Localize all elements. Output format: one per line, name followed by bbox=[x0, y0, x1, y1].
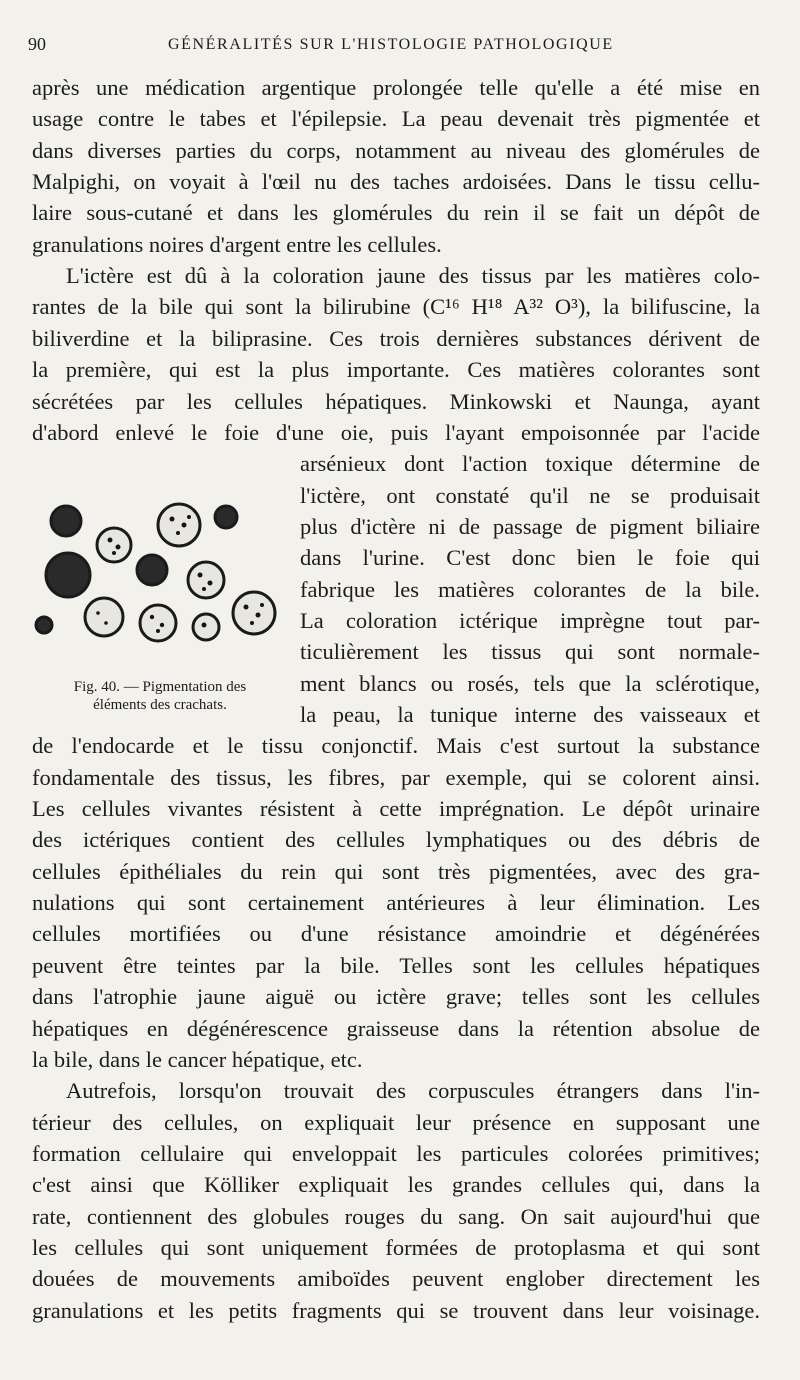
text-line: la première, qui est la plus importante. Ces matières colorantes sont bbox=[32, 357, 760, 382]
caption-line: éléments des crachats. bbox=[93, 697, 227, 713]
text-line: fabrique les matières colorantes de la bile. bbox=[300, 577, 760, 602]
cell-illustration bbox=[51, 506, 81, 536]
cell-illustration bbox=[140, 605, 176, 641]
text-line: après une médication argentique prolongée telle qu'elle a été mise en bbox=[32, 75, 760, 100]
cell-illustration bbox=[46, 553, 90, 597]
text-line: biliverdine et la biliprasine. Ces trois dernières substances dérivent de bbox=[32, 326, 760, 351]
running-head: GÉNÉRALITÉS SUR L'HISTOLOGIE PATHOLOGIQUE bbox=[168, 36, 614, 53]
text-line: nulations qui sont certainement antérieures à leur élimination. Les bbox=[32, 890, 760, 915]
figure-caption bbox=[40, 678, 280, 714]
text-line: douées de mouvements amiboïdes peuvent englober directement les bbox=[32, 1266, 760, 1291]
text-line: rate, contiennent des globules rouges du sang. On sait aujourd'hui que bbox=[32, 1204, 760, 1229]
text-line: Les cellules vivantes résistent à cette imprégnation. Le dépôt urinaire bbox=[32, 796, 760, 821]
text-line: ticulièrement les tissus qui sont normale- bbox=[300, 639, 760, 664]
cell-illustration bbox=[215, 506, 237, 528]
text-line: dans l'urine. C'est donc bien le foie qui bbox=[300, 545, 760, 570]
text-line: rantes de la bile qui sont la bilirubine (C¹⁶ H¹⁸ A³² O³), la bilifuscine, la bbox=[32, 294, 760, 319]
text-line: L'ictère est dû à la coloration jaune des tissus par les matières colo- bbox=[66, 263, 760, 288]
cell-illustration bbox=[193, 614, 219, 640]
text-line: la peau, la tunique interne des vaisseaux et bbox=[300, 702, 760, 727]
text-line: c'est ainsi que Kölliker expliquait les grandes cellules qui, dans la bbox=[32, 1172, 760, 1197]
cell-illustration bbox=[233, 592, 275, 634]
text-line: sécrétées par les cellules hépatiques. Minkowski et Naunga, ayant bbox=[32, 389, 760, 414]
cell-illustration bbox=[158, 504, 200, 546]
text-line: fondamentale des tissus, les fibres, par exemple, qui se colorent ainsi. bbox=[32, 765, 760, 790]
text-line: d'abord enlevé le foie d'une oie, puis l'ayant empoisonnée par l'acide bbox=[32, 420, 760, 445]
text-line: de l'endocarde et le tissu conjonctif. Mais c'est surtout la substance bbox=[32, 733, 760, 758]
text-line: térieur des cellules, on expliquait leur présence en supposant une bbox=[32, 1110, 760, 1135]
text-line: usage contre le tabes et l'épilepsie. La peau devenait très pigmentée et bbox=[32, 106, 760, 131]
text-line: les cellules qui sont uniquement formées de protoplasma et qui sont bbox=[32, 1235, 760, 1260]
page-number: 90 bbox=[28, 34, 46, 54]
text-line: formation cellulaire qui enveloppait les particules colorées primitives; bbox=[32, 1141, 760, 1166]
text-line: cellules mortifiées ou d'une résistance amoindrie et dégénérées bbox=[32, 921, 760, 946]
text-line: des ictériques contient des cellules lymphatiques ou des débris de bbox=[32, 827, 760, 852]
cell-illustration bbox=[36, 617, 52, 633]
text-line: la bile, dans le cancer hépatique, etc. bbox=[32, 1047, 363, 1072]
text-line: granulations et les petits fragments qui se trouvent dans leur voisinage. bbox=[32, 1298, 760, 1323]
cell-illustration bbox=[137, 555, 167, 585]
text-line: hépatiques en dégénérescence graisseuse dans la rétention absolue de bbox=[32, 1016, 760, 1041]
pigmented-cells-illustration bbox=[34, 495, 279, 645]
page-header bbox=[28, 34, 778, 58]
cell-illustration bbox=[85, 598, 123, 636]
cell-illustration bbox=[188, 562, 224, 598]
text-line: dans diverses parties du corps, notamment au niveau des glomérules de bbox=[32, 138, 760, 163]
figure-pigmented-cells bbox=[34, 495, 279, 645]
text-line: laire sous-cutané et dans les glomérules du rein il se fait un dépôt de bbox=[32, 200, 760, 225]
text-line: La coloration ictérique imprègne tout par- bbox=[300, 608, 760, 633]
text-line: cellules épithéliales du rein qui sont très pigmentées, avec des gra- bbox=[32, 859, 760, 884]
text-line: Autrefois, lorsqu'on trouvait des corpuscules étrangers dans l'in- bbox=[66, 1078, 760, 1103]
text-line: Malpighi, on voyait à l'œil nu des taches ardoisées. Dans le tissu cellu- bbox=[32, 169, 760, 194]
text-line: dans l'atrophie jaune aiguë ou ictère grave; telles sont les cellules bbox=[32, 984, 760, 1009]
text-line: l'ictère, ont constaté qu'il ne se produisait bbox=[300, 483, 760, 508]
text-line: peuvent être teintes par la bile. Telles sont les cellules hépatiques bbox=[32, 953, 760, 978]
text-line: granulations noires d'argent entre les cellules. bbox=[32, 232, 442, 257]
caption-line: Fig. 40. — Pigmentation des bbox=[73, 679, 247, 695]
text-line: ment blancs ou rosés, tels que la sclérotique, bbox=[300, 671, 760, 696]
text-line: plus d'ictère ni de passage de pigment biliaire bbox=[300, 514, 760, 539]
cell-illustration bbox=[97, 528, 131, 562]
text-line: arsénieux dont l'action toxique détermine de bbox=[300, 451, 760, 476]
